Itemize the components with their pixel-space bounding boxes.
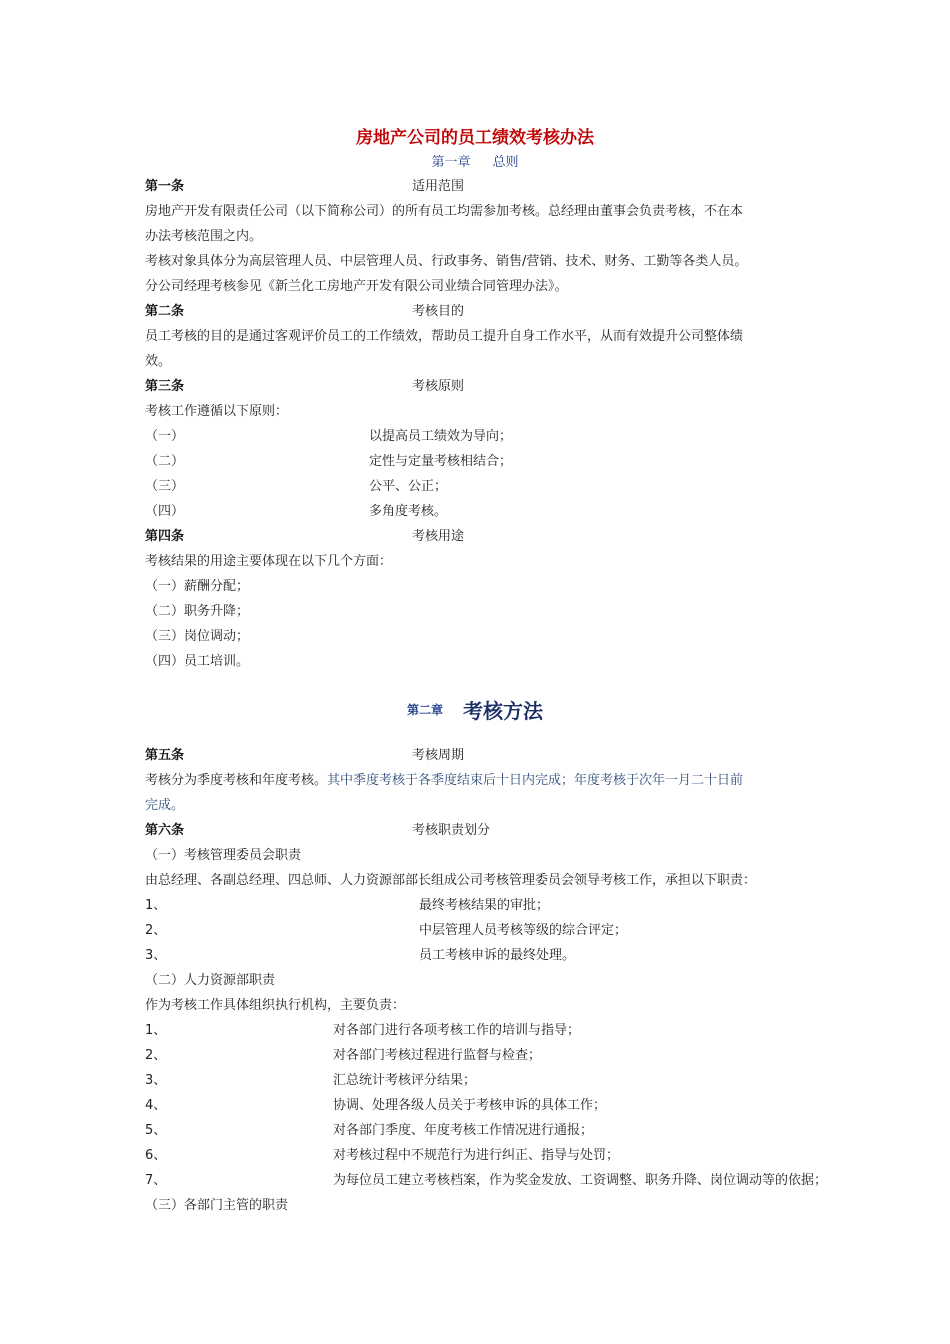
paragraph-line: 作为考核工作具体组织执行机构，主要负责： — [145, 998, 406, 1013]
paragraph-line: 完成。 — [145, 798, 185, 813]
list-item: 5、 对各部门季度、年度考核工作情况进行通报； — [145, 1123, 594, 1138]
document-title: 房地产公司的员工绩效考核办法 — [356, 128, 594, 148]
paragraph-line: 效。 — [145, 354, 172, 369]
list-item: （一）薪酬分配； — [145, 579, 250, 594]
chapter-1-heading — [0, 153, 950, 173]
paragraph-line: 考核工作遵循以下原则： — [145, 404, 289, 419]
paragraph-line: 分公司经理考核参见《新兰化工房地产开发有限公司业绩合同管理办法》。 — [145, 279, 568, 294]
chapter-2-label: 第二章 — [406, 703, 443, 717]
article-4-title: 考核用途 — [412, 529, 465, 544]
article-1-heading — [145, 177, 465, 197]
list-item: （一） 以提高员工绩效为导向； — [145, 429, 513, 444]
paragraph-line: 考核对象具体分为高层管理人员、中层管理人员、行政事务、销售/营销、技术、财务、工勤等各类人员。 — [145, 254, 748, 269]
paragraph-line: 员工考核的目的是通过客观评价员工的工作绩效，帮助员工提升自身工作水平，从而有效提升公司整体绩 — [145, 329, 744, 344]
article-5-heading — [145, 746, 465, 766]
article-1-title: 适用范围 — [412, 179, 465, 194]
list-item: 2、 对各部门考核过程进行监督与检查； — [145, 1048, 542, 1063]
paragraph-line: 房地产开发有限责任公司（以下简称公司）的所有员工均需参加考核。总经理由董事会负责考核，不在本 — [145, 204, 744, 219]
article-3-label: 第三条 — [145, 379, 185, 394]
list-item: 3、 汇总统计考核评分结果； — [145, 1073, 477, 1088]
article-3-title: 考核原则 — [412, 379, 465, 394]
article-6-label: 第六条 — [145, 823, 185, 838]
list-item: 1、 对各部门进行各项考核工作的培训与指导； — [145, 1023, 581, 1038]
section-heading: （一）考核管理委员会职责 — [145, 848, 302, 863]
list-item: （二） 定性与定量考核相结合； — [145, 454, 513, 469]
article-5-label: 第五条 — [145, 748, 185, 763]
article-3-heading — [145, 377, 465, 397]
paragraph-line: 考核结果的用途主要体现在以下几个方面： — [145, 554, 393, 569]
paragraph-line: 考核分为季度考核和年度考核。其中季度考核于各季度结束后十日内完成；年度考核于次年一月二十日前 — [145, 773, 744, 788]
list-item: （四） 多角度考核。 — [145, 504, 448, 519]
section-heading: （二）人力资源部职责 — [145, 973, 276, 988]
list-item: 3、 员工考核申诉的最终处理。 — [145, 948, 576, 963]
list-item: （四）员工培训。 — [145, 654, 250, 669]
chapter-2-heading — [0, 695, 950, 724]
article-4-label: 第四条 — [145, 529, 185, 544]
list-item: （三）岗位调动； — [145, 629, 250, 644]
article-2-title: 考核目的 — [412, 304, 465, 319]
article-4-heading — [145, 527, 465, 547]
article-1-label: 第一条 — [145, 179, 185, 194]
article-5-title: 考核周期 — [412, 748, 465, 763]
chapter-2-name: 考核方法 — [463, 699, 543, 723]
list-item: 2、 中层管理人员考核等级的综合评定； — [145, 923, 628, 938]
list-item: （三） 公平、公正； — [145, 479, 448, 494]
chapter-1-label: 第一章 — [431, 155, 471, 170]
section-heading: （三）各部门主管的职责 — [145, 1198, 289, 1213]
paragraph-line: 由总经理、各副总经理、四总师、人力资源部部长组成公司考核管理委员会领导考核工作，承担以下职责： — [145, 873, 757, 888]
chapter-1-name: 总则 — [492, 155, 519, 170]
article-6-heading — [145, 821, 491, 841]
paragraph-line: 办法考核范围之内。 — [145, 229, 263, 244]
list-item: （二）职务升降； — [145, 604, 250, 619]
list-item: 4、 协调、处理各级人员关于考核申诉的具体工作； — [145, 1098, 607, 1113]
article-6-title: 考核职责划分 — [412, 823, 491, 838]
article-2-heading — [145, 302, 465, 322]
article-2-label: 第二条 — [145, 304, 185, 319]
list-item: 7、 为每位员工建立考核档案，作为奖金发放、工资调整、职务升降、岗位调动等的依据； — [145, 1173, 828, 1188]
list-item: 6、 对考核过程中不规范行为进行纠正、指导与处罚； — [145, 1148, 620, 1163]
list-item: 1、 最终考核结果的审批； — [145, 898, 550, 913]
